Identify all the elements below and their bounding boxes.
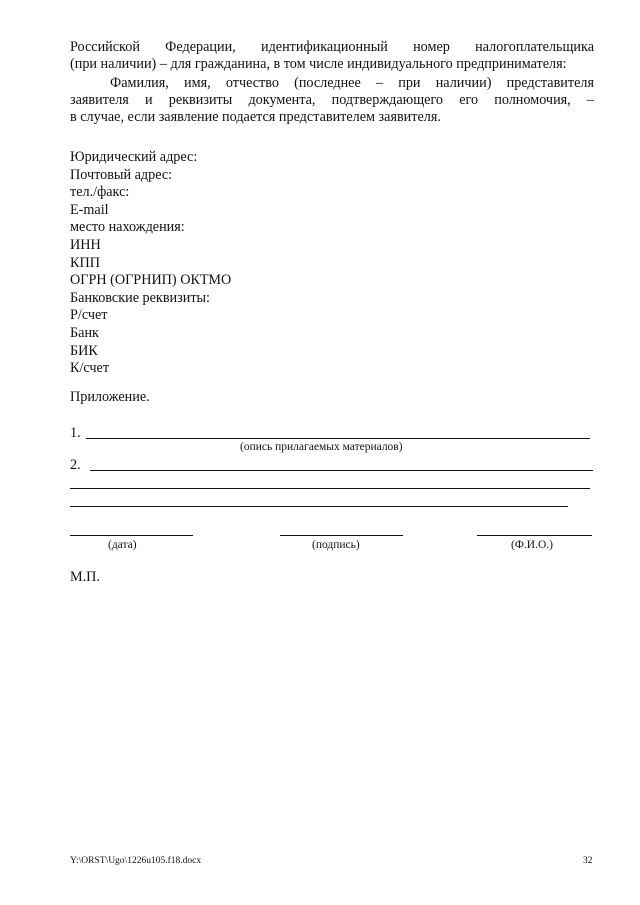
intro-line-2: (при наличии) – для гражданина, в том числе индивидуального предпринимателя: (70, 56, 567, 72)
field-postal-address: Почтовый адрес: (70, 166, 173, 183)
attachment-extra-line-1 (70, 488, 590, 489)
intro-line-4: заявителя и реквизиты документа, подтверждающего его полномочия, – (70, 92, 594, 108)
field-correspondent-account: К/счет (70, 360, 110, 377)
attachment-extra-line-2 (70, 506, 568, 507)
attachment-item-2-number: 2. (70, 457, 81, 473)
field-bank-details: Банковские реквизиты: (70, 289, 210, 306)
date-line (70, 535, 193, 536)
footer-page-number: 32 (583, 856, 593, 866)
requisites-list (70, 149, 231, 378)
intro-line-1: Российской Федерации, идентификационный номер налогоплательщика (70, 39, 594, 55)
field-bank: Банк (70, 324, 99, 341)
intro-paragraph-1 (70, 39, 594, 73)
field-kpp: КПП (70, 254, 100, 271)
attachment-item-2-line (90, 470, 593, 471)
signature-line (280, 535, 403, 536)
attachment-item-1-number: 1. (70, 425, 81, 441)
attachment-heading: Приложение. (70, 389, 150, 405)
field-location: место нахождения: (70, 219, 185, 236)
field-ogrn-oktmo: ОГРН (ОГРНИП) ОКТМО (70, 272, 232, 289)
field-phone-fax: тел./факс: (70, 184, 130, 201)
field-inn: ИНН (70, 236, 101, 253)
field-account: Р/счет (70, 307, 108, 324)
field-bik: БИК (70, 342, 98, 359)
date-caption: (дата) (108, 539, 137, 551)
attachment-item-1-caption: (опись прилагаемых материалов) (240, 441, 403, 453)
intro-line-3: Фамилия, имя, отчество (последнее – при наличии) представителя (110, 75, 594, 91)
signature-caption: (подпись) (312, 539, 360, 551)
intro-paragraph-2 (70, 75, 594, 126)
field-legal-address: Юридический адрес: (70, 149, 198, 165)
footer-file-path: Y:\ORST\Ugo\1226u105.f18.docx (70, 856, 202, 866)
attachment-item-1-line (86, 438, 590, 439)
stamp-placeholder: М.П. (70, 569, 100, 585)
field-email: E-mail (70, 201, 109, 218)
full-name-caption: (Ф.И.О.) (511, 539, 553, 551)
full-name-line (477, 535, 592, 536)
intro-line-5: в случае, если заявление подается представителем заявителя. (70, 109, 441, 125)
